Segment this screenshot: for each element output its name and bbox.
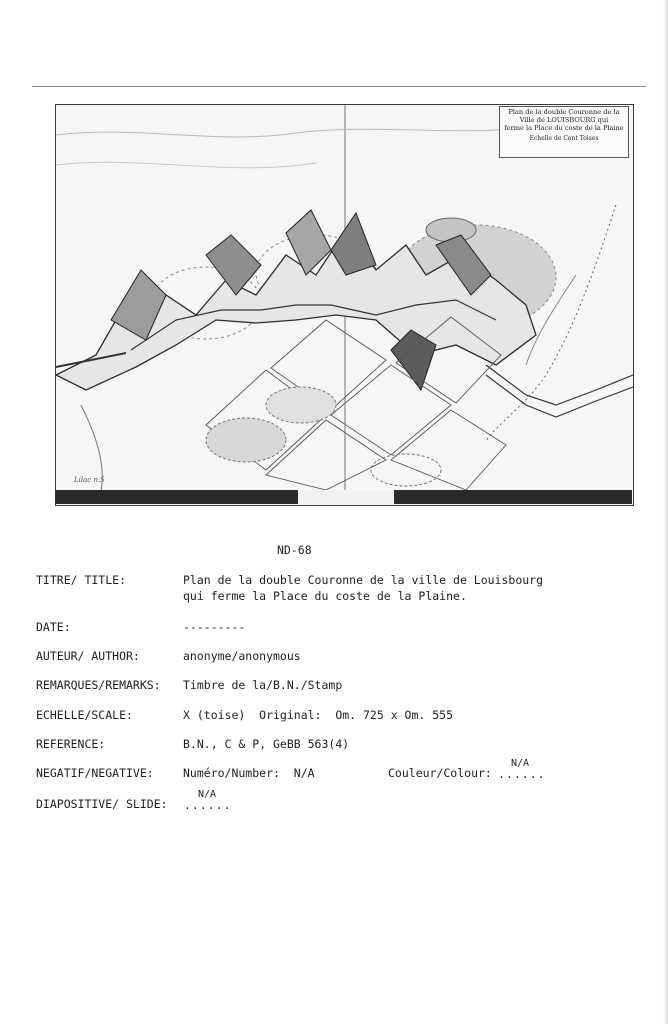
negative-number: Numéro/Number: N/A bbox=[183, 766, 315, 780]
fortification-map-image bbox=[55, 104, 634, 506]
cartouche-scale: Echelle de Cent Toises bbox=[529, 134, 599, 142]
scale-label: ECHELLE/SCALE: bbox=[36, 708, 133, 722]
title-value-line-2: qui ferme la Place du coste de la Plaine. bbox=[183, 589, 467, 603]
cartouche-line-2: Ville de LOUISBOURG qui bbox=[519, 116, 609, 125]
page-edge-shadow bbox=[663, 0, 668, 1024]
slide-label: DIAPOSITIVE/ SLIDE: bbox=[36, 797, 168, 811]
reference-value: B.N., C & P, GeBB 563(4) bbox=[183, 737, 350, 751]
date-label: DATE: bbox=[36, 620, 71, 634]
negative-colour-value: N/A bbox=[511, 758, 530, 769]
title-label: TITRE/ TITLE: bbox=[36, 573, 127, 587]
map-stamp-gap bbox=[298, 490, 394, 504]
negative-label: NEGATIF/NEGATIVE: bbox=[36, 766, 154, 780]
cartouche-line-3: ferme la Place du coste de la Plaine bbox=[504, 124, 624, 133]
scale-value: X (toise) Original: Om. 725 x Om. 555 bbox=[183, 708, 454, 722]
negative-colour-dots: ...... bbox=[498, 767, 546, 781]
author-label: AUTEUR/ AUTHOR: bbox=[36, 649, 140, 663]
slide-dots: ...... bbox=[184, 798, 232, 812]
record-id: ND-68 bbox=[277, 543, 312, 557]
top-rule bbox=[32, 86, 646, 87]
title-value-line-1: Plan de la double Couronne de la ville de Louisbourg bbox=[183, 573, 544, 587]
remarks-value: Timbre de la/B.N./Stamp bbox=[183, 678, 343, 692]
cartouche-line-1: Plan de la double Couronne de la bbox=[508, 108, 620, 116]
negative-colour-label: Couleur/Colour: bbox=[388, 766, 492, 780]
map-cartouche bbox=[499, 106, 629, 158]
map-drawing bbox=[56, 105, 633, 505]
map-signature: Lilac n.5 bbox=[74, 476, 105, 484]
author-value: anonyme/anonymous bbox=[183, 649, 301, 663]
date-value: --------- bbox=[183, 620, 246, 634]
slide-value: N/A bbox=[198, 789, 217, 800]
remarks-label: REMARQUES/REMARKS: bbox=[36, 678, 161, 692]
reference-label: REFERENCE: bbox=[36, 737, 106, 751]
